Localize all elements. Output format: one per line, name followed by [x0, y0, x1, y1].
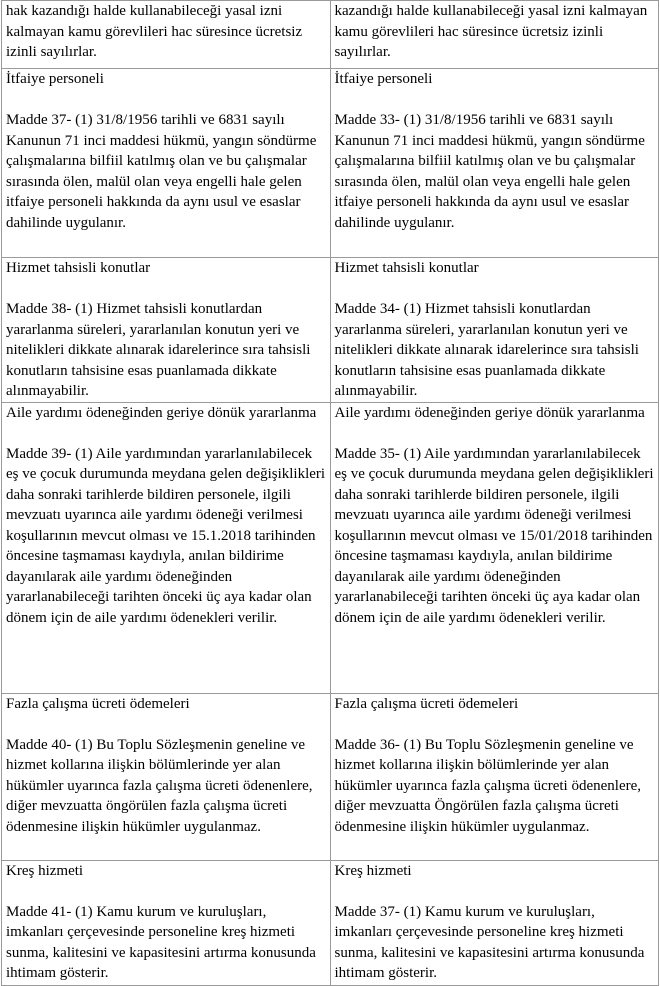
right-cell: [330, 69, 659, 258]
left-cell: [2, 402, 331, 693]
left-article-heading: İtfaiye personeli: [6, 71, 104, 87]
table-row: [2, 258, 659, 403]
left-article-text: hak kazandığı halde kullanabileceği yasal izni kalmayan kamu görevlileri hac süresince ücretsiz izinli sayılırlar.: [6, 3, 303, 60]
right-article-heading: Hizmet tahsisli konutlar: [334, 260, 479, 276]
table-row: [2, 860, 659, 985]
right-cell: [330, 693, 659, 860]
right-cell: [330, 402, 659, 693]
right-cell: [330, 258, 659, 403]
left-cell: [2, 860, 331, 985]
table-row: [2, 693, 659, 860]
right-cell: [330, 860, 659, 985]
right-article-text: kazandığı halde kullanabileceği yasal izni kalmayan kamu görevlileri hac süresince ücretsiz izinli sayılırlar.: [334, 3, 648, 60]
right-article-text: Madde 37- (1) Kamu kurum ve kuruluşları, imkanları çerçevesinde personeline kreş hizmeti sunma, kalitesini ve kapasitesini artırma konusunda ihtimam gösterir.: [334, 903, 645, 981]
left-article-text: Madde 40- (1) Bu Toplu Sözleşmenin geneline ve hizmet kollarına ilişkin bölümlerinde yer alan hükümler uyarınca fazla çalışma ücreti ödenenlere, diğer mevzuatta öngörülen fazla çalışma ücreti ödenmesine ilişkin hükümler uygulanmaz.: [6, 736, 313, 835]
left-article-heading: Kreş hizmeti: [6, 862, 84, 879]
left-article-text: Madde 37- (1) 31/8/1956 tarihli ve 6831 sayılı Kanunun 71 inci maddesi hükmü, yangın söndürme çalışmalarına bilfiil katılmış olan ve bu çalışmalar sırasında ölen, malül olan veya engelli hale gelen itfaiye personeli hakkında da aynı usul ve esaslar dahilinde uygulanır.: [6, 112, 317, 231]
left-article-text: Madde 38- (1) Hizmet tahsisli konutlardan yararlanma süreleri, yararlanılan konutun yeri ve nitelikleri dikkate alınarak idarelerince sıra tahsisli konutların tahsisine esas puanlamada dikkate alınmayabilir.: [6, 301, 311, 399]
right-article-heading: Aile yardımı ödeneğinden geriye dönük yararlanma: [334, 404, 645, 421]
left-article-text: Madde 39- (1) Aile yardımından yararlanılabilecek eş ve çocuk durumunda meydana gelen değişiklikleri daha sonraki tarihlerde bildiren personele, ilgili mevzuatı uyarınca aile yardımı ödeneği verilmesi koşullarının mevcut olması ve 15.1.2018 tarihinden öncesine taşmaması kaydıyla, anılan bildirime dayanılarak aile yardımı ödeneğinden yararlanabileceği tarihten önceki üç aya kadar olan dönem için de aile yardımı ödenekleri verilir.: [6, 445, 326, 626]
left-article-heading: Aile yardımı ödeneğinden geriye dönük yararlanma: [6, 404, 317, 421]
right-article-heading: Fazla çalışma ücreti ödemeleri: [334, 695, 519, 712]
left-cell: [2, 258, 331, 403]
left-cell: [2, 693, 331, 860]
table-row: [2, 69, 659, 258]
left-article-heading: Fazla çalışma ücreti ödemeleri: [6, 695, 190, 712]
table-row: [2, 402, 659, 693]
left-article-heading: Hizmet tahsisli konutlar: [6, 260, 151, 276]
right-article-text: Madde 34- (1) Hizmet tahsisli konutlardan yararlanma süreleri, yararlanılan konutun yeri ve nitelikleri dikkate alınarak idarelerince sıra tahsisli konutların tahsisine esas puanlamada dikkate alınmayabilir.: [334, 301, 639, 399]
right-article-heading: Kreş hizmeti: [334, 862, 412, 879]
right-cell: [330, 1, 659, 69]
right-article-text: Madde 36- (1) Bu Toplu Sözleşmenin geneline ve hizmet kollarına ilişkin bölümlerinde yer alan hükümler uyarınca fazla çalışma ücreti ödenenlere, diğer mevzuatta Öngörülen fazla çalışma ücreti ödenmesine ilişkin hükümler uygulanmaz.: [334, 736, 642, 835]
table-row: [2, 1, 659, 69]
right-article-heading: İtfaiye personeli: [334, 71, 433, 87]
right-article-text: Madde 35- (1) Aile yardımından yararlanılabilecek eş ve çocuk durumunda meydana gelen değişiklikleri daha sonraki tarihlerde bildiren personele, ilgili mevzuatı uyarınca aile yardımı ödeneği verilmesi koşullarının mevcut olması ve 15/01/2018 tarihinden öncesine taşmaması kaydıyla, anılan bildirime dayanılarak aile yardımı ödeneğinden yararlanabileceği tarihten önceki üç aya kadar olan dönem için de aile yardımı ödenekleri verilir.: [334, 445, 654, 626]
left-cell: [2, 1, 331, 69]
comparison-table: [1, 0, 659, 986]
left-cell: [2, 69, 331, 258]
right-article-text: Madde 33- (1) 31/8/1956 tarihli ve 6831 sayılı Kanunun 71 inci maddesi hükmü, yangın söndürme çalışmalarına bilfiil katılmış olan ve bu çalışmalar sırasında ölen, malül olan veya engelli hale gelen itfaiye personeli hakkında da aynı usul ve esaslar dahilinde uygulanır.: [334, 112, 645, 231]
left-article-text: Madde 41- (1) Kamu kurum ve kuruluşları, imkanları çerçevesinde personeline kreş hizmeti sunma, kalitesini ve kapasitesini artırma konusunda ihtimam gösterir.: [6, 903, 316, 981]
